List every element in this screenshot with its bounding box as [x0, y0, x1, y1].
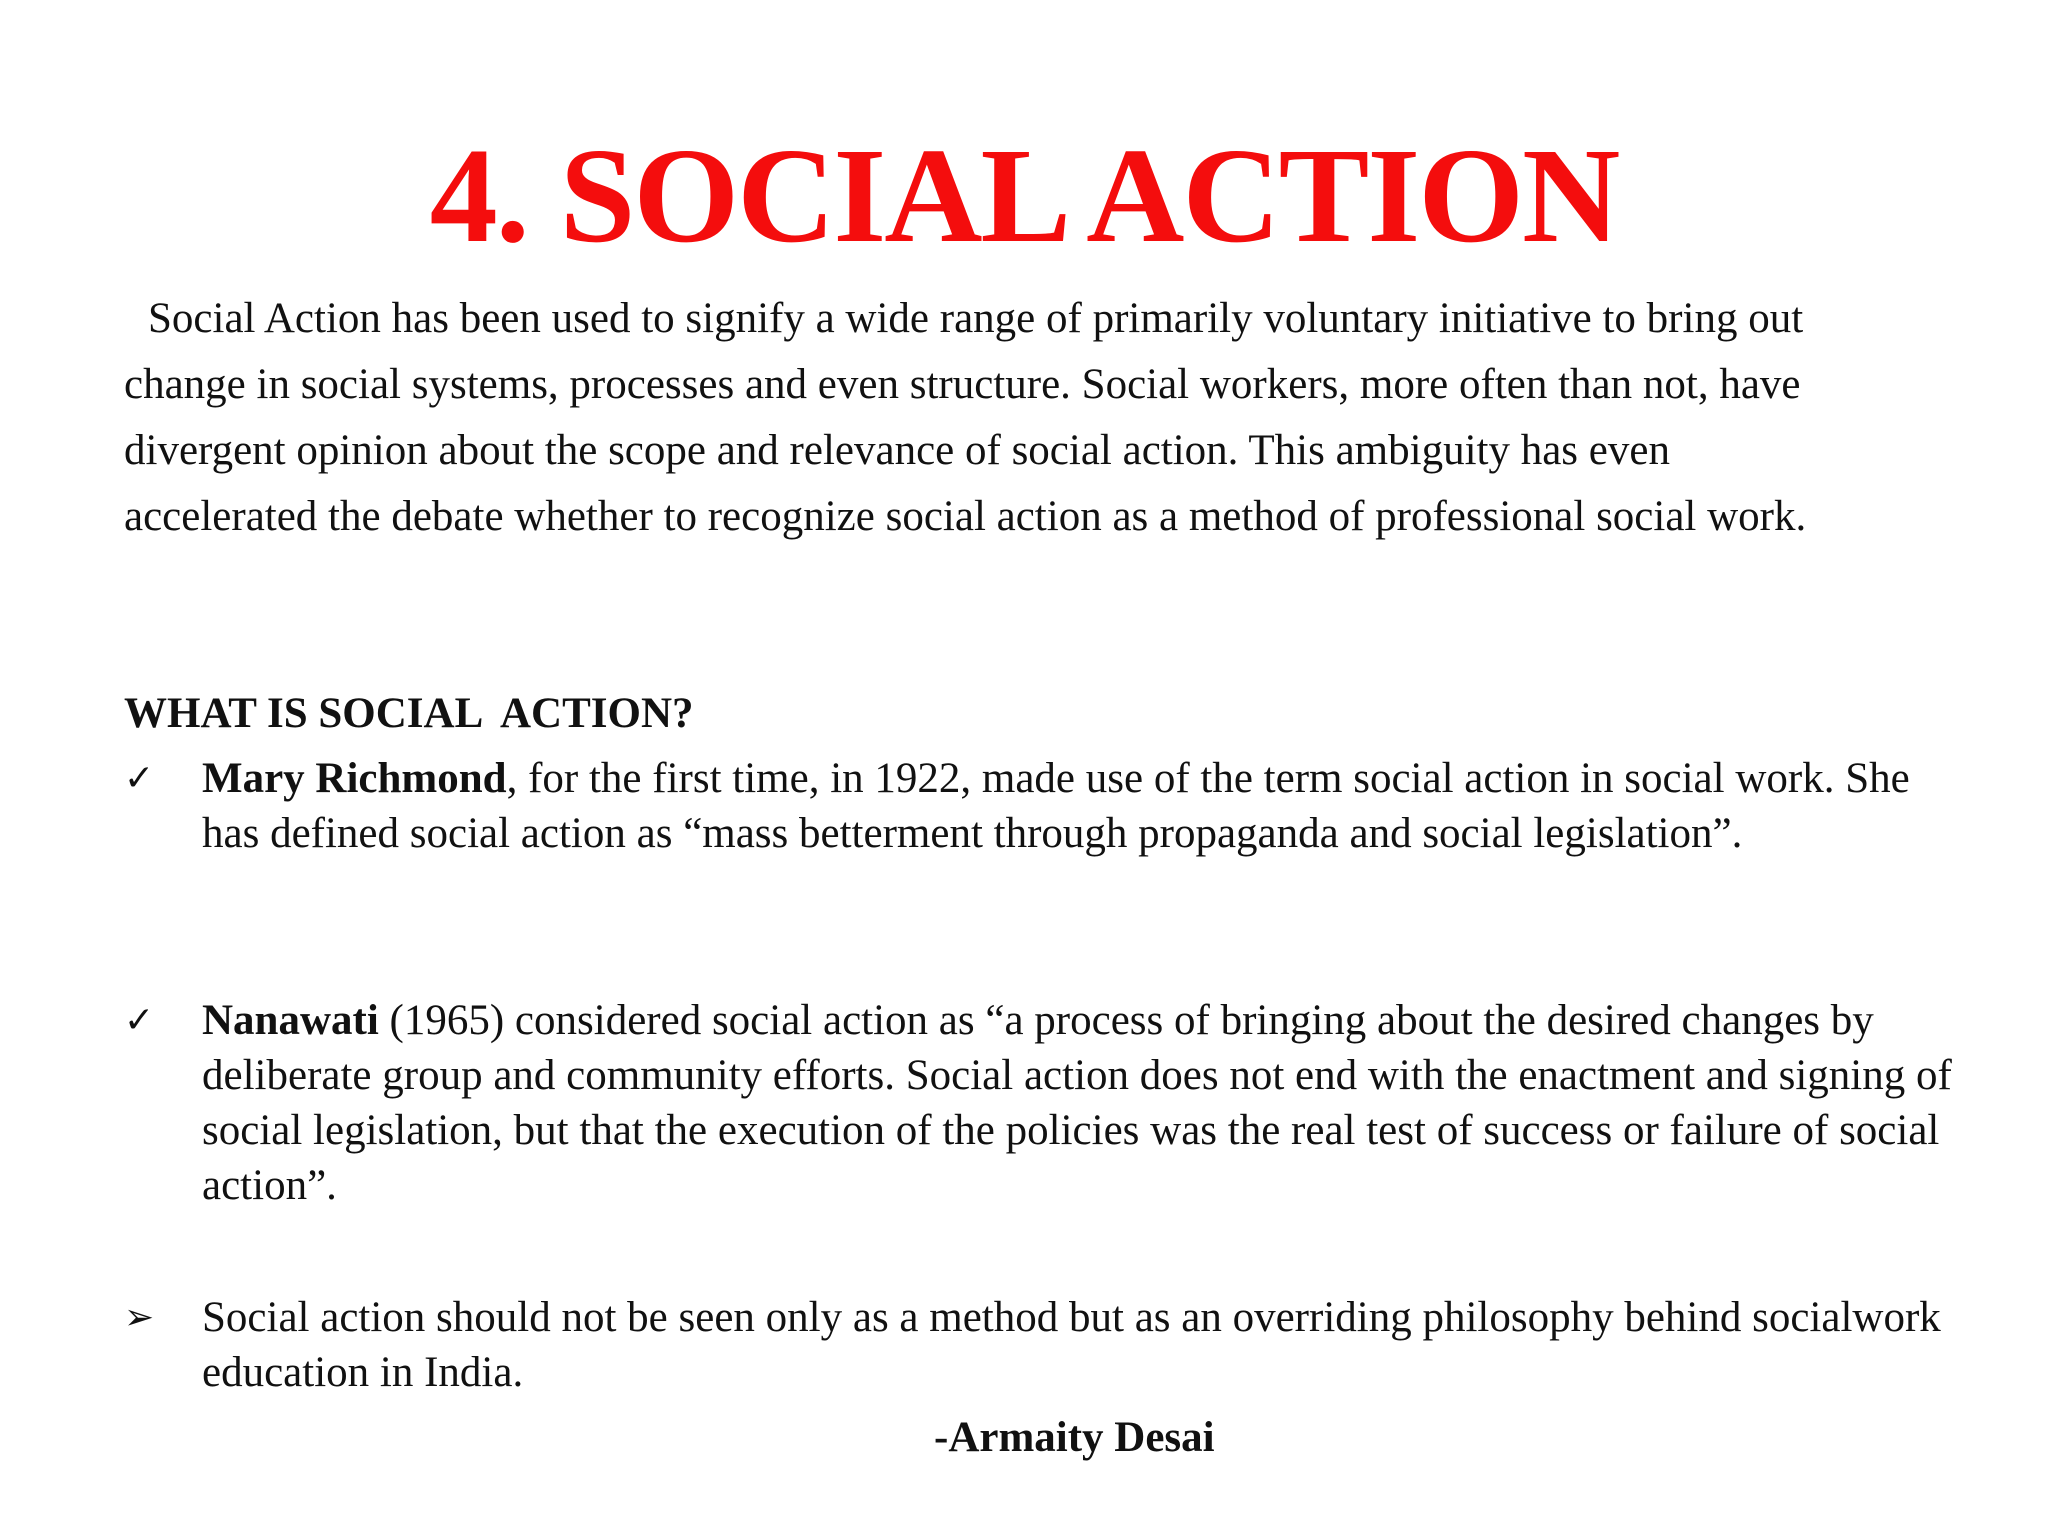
section-heading: WHAT IS SOCIAL ACTION?	[124, 690, 694, 737]
list-item-author: Nanawati	[202, 997, 379, 1044]
list-item-body: Social action should not be seen only as a method but as an overriding philosophy behind socialwork education in India.	[202, 1294, 1941, 1396]
list-item	[124, 1290, 1954, 1400]
list-item-body: , for the first time, in 1922, made use of the term social action in social work. She has defined social action as “mass betterment through propaganda and social legislation”.	[202, 755, 1910, 857]
list-item-text	[202, 993, 1954, 1213]
list-item	[124, 751, 1954, 861]
quote-attribution: -Armaity Desai	[934, 1414, 1215, 1461]
intro-paragraph	[124, 286, 1864, 550]
checkmark-icon: ✓	[124, 1000, 155, 1041]
list-item	[124, 993, 1954, 1213]
list-item-text	[202, 751, 1954, 861]
checkmark-icon: ✓	[124, 758, 155, 799]
arrowhead-icon: ➢	[124, 1297, 155, 1338]
list-item-body: (1965) considered social action as “a process of bringing about the desired changes by deliberate group and community efforts. Social action does not end with the enactment and signing of social legislation, but that the execution of the policies was the real test of success or failure of social action”.	[202, 997, 1952, 1209]
list-item-text	[202, 1290, 1954, 1400]
intro-text: Social Action has been used to signify a wide range of primarily voluntary initiative to bring out change in social systems, processes and even structure. Social workers, more often than not, have divergent opinion about the scope and relevance of social action. This ambiguity has even accelerated the debate whether to recognize social action as a method of professional social work.	[124, 295, 1807, 540]
list-item-author: Mary Richmond	[202, 755, 507, 802]
slide-title: 4. SOCIAL ACTION	[429, 121, 1619, 271]
